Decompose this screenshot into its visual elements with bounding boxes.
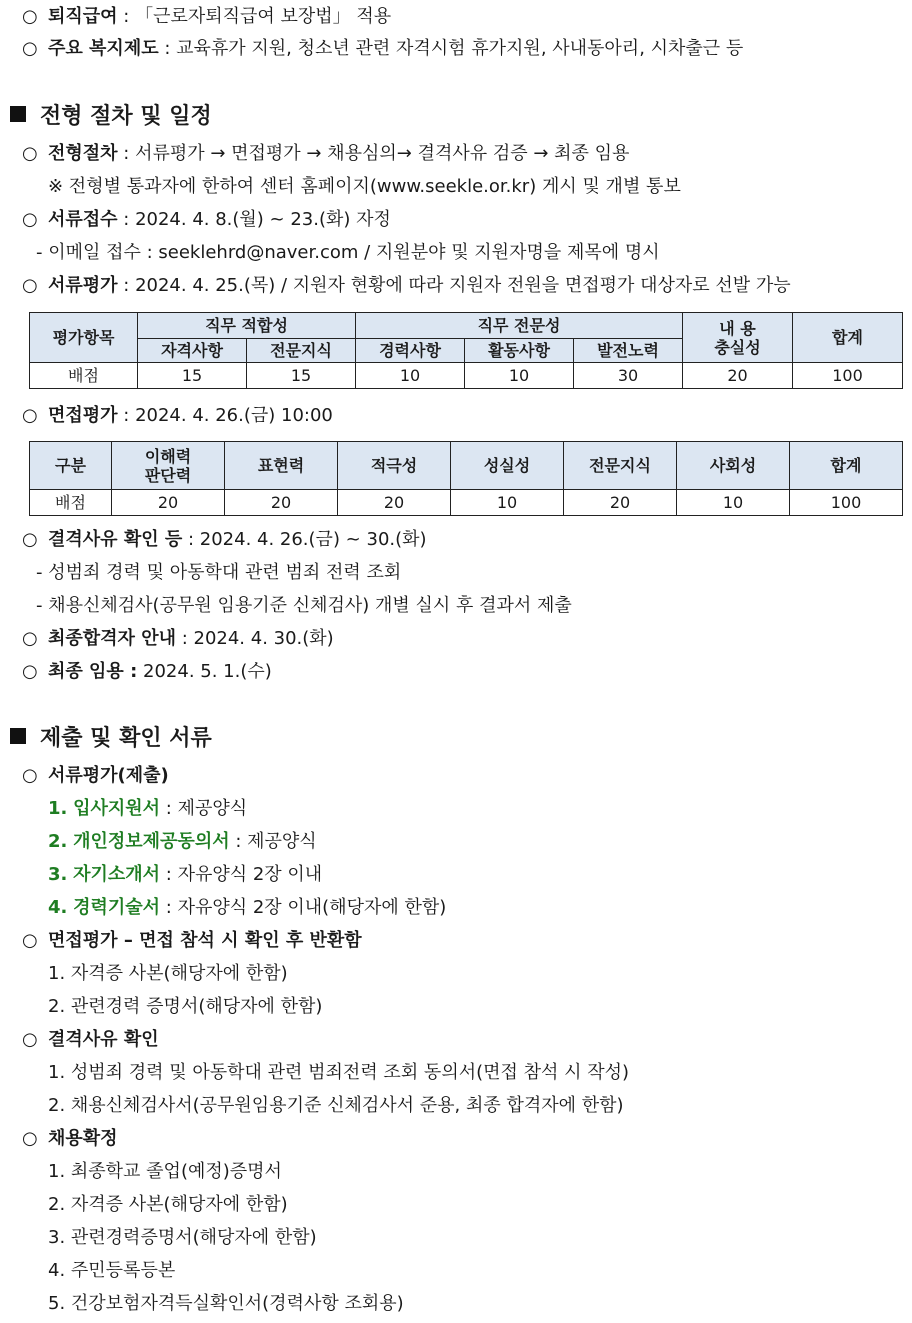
bullet-icon: ○ — [22, 661, 38, 682]
header-career: 경력사항 — [356, 339, 465, 363]
list-item: 2. 관련경력 증명서(해당자에 한함) — [48, 996, 323, 1017]
item-label: 결격사유 확인 — [48, 1029, 159, 1050]
item-label: 서류접수 — [48, 209, 118, 230]
doc-item-name: 개인정보제공동의서 — [73, 831, 230, 852]
disqualification-item — [22, 529, 427, 551]
table-cell: 20 — [683, 363, 793, 389]
bullet-icon: ○ — [22, 765, 38, 786]
item-label: 서류평가 — [48, 275, 118, 296]
bullet-icon: ○ — [22, 1029, 38, 1050]
doc-item-name: 자기소개서 — [73, 864, 161, 885]
item-text: : 2024. 4. 8.(월) ~ 23.(화) 자정 — [117, 209, 391, 230]
item-text: : 2024. 4. 26.(금) ~ 30.(화) — [182, 529, 427, 550]
list-item: 2. 채용신체검사서(공무원임용기준 신체검사서 준용, 최종 합격자에 한함) — [48, 1095, 624, 1116]
table-cell: 30 — [574, 363, 683, 389]
doc-item-text: : 자유양식 2장 이내 — [160, 864, 323, 885]
confirm-docs-heading — [22, 1128, 118, 1150]
list-item: 1. 성범죄 경력 및 아동학대 관련 범죄전력 조회 동의서(면접 참석 시 작성) — [48, 1062, 630, 1083]
section-heading-schedule — [10, 103, 212, 131]
doc-item-num: 1. — [48, 798, 68, 819]
item-label: 결격사유 확인 등 — [48, 529, 183, 550]
bullet-icon: ○ — [22, 405, 38, 426]
item-label: 퇴직급여 — [48, 6, 118, 27]
table-row — [30, 363, 903, 389]
header-job-fit: 직무 적합성 — [138, 313, 356, 339]
bullet-icon: ○ — [22, 209, 38, 230]
disqualification-sub: - 채용신체검사(공무원 임용기준 신체검사) 개별 실시 후 결과서 제출 — [36, 595, 572, 616]
list-item: 2. 자격증 사본(해당자에 한함) — [48, 1194, 288, 1215]
interview-docs-heading — [22, 930, 362, 952]
list-item: 3. 관련경력증명서(해당자에 한함) — [48, 1227, 317, 1248]
header-activity: 활동사항 — [465, 339, 574, 363]
header-eval-item: 평가항목 — [30, 313, 138, 363]
bullet-icon: ○ — [22, 930, 38, 951]
item-label: 주요 복지제도 — [48, 38, 159, 59]
doc-item-num: 3. — [48, 864, 68, 885]
item-text: : 2024. 4. 25.(목) / 지원자 현황에 따라 지원자 전원을 면접평가 대상자로 선발 가능 — [117, 275, 791, 296]
item-label: 전형절차 — [48, 143, 118, 164]
interview-item — [22, 405, 333, 427]
header-total: 합계 — [790, 442, 903, 490]
interview-score-table — [29, 441, 903, 516]
header-knowledge: 전문지식 — [247, 339, 356, 363]
item-text: : 2024. 4. 30.(화) — [175, 628, 334, 649]
doc-eval-heading — [22, 765, 169, 787]
list-item: 5. 건강보험자격득실확인서(경력사항 조회용) — [48, 1293, 404, 1314]
procedure-item — [22, 143, 629, 165]
header-effort: 발전노력 — [574, 339, 683, 363]
table-row — [30, 490, 903, 516]
item-label: 면접평가 – 면접 참석 시 확인 후 반환함 — [48, 930, 362, 951]
procedure-note: ※ 전형별 통과자에 한하여 센터 홈페이지(www.seekle.or.kr) 게시 및 개별 통보 — [48, 176, 681, 197]
doc-item-text: : 자유양식 2장 이내(해당자에 한함) — [160, 897, 447, 918]
document-eval-score-table — [29, 312, 903, 389]
item-text: 2024. 5. 1.(수) — [137, 661, 272, 682]
header-total: 합계 — [793, 313, 903, 363]
item-label: 채용확정 — [48, 1128, 118, 1149]
item-text: : 2024. 4. 26.(금) 10:00 — [117, 405, 333, 426]
table-cell: 20 — [225, 490, 338, 516]
section-title: 제출 및 확인 서류 — [40, 726, 212, 751]
bullet-icon: ○ — [22, 275, 38, 296]
item-text: : 「근로자퇴직급여 보장법」 적용 — [117, 6, 392, 27]
document-eval-item — [22, 275, 791, 297]
item-label: 서류평가(제출) — [48, 765, 169, 786]
table-cell: 20 — [564, 490, 677, 516]
bullet-icon: ○ — [22, 143, 38, 164]
doc-item — [48, 831, 317, 853]
row-label: 배점 — [30, 363, 138, 389]
doc-item-name: 입사지원서 — [73, 798, 161, 819]
list-item: 1. 자격증 사본(해당자에 한함) — [48, 963, 288, 984]
retirement-benefit-item — [22, 6, 391, 28]
header-job-expertise: 직무 전문성 — [356, 313, 683, 339]
bullet-icon: ○ — [22, 1128, 38, 1149]
table-cell: 10 — [451, 490, 564, 516]
header-diligence: 성실성 — [451, 442, 564, 490]
item-label: 면접평가 — [48, 405, 118, 426]
bullet-icon: ○ — [22, 529, 38, 550]
bullet-icon: ○ — [22, 38, 38, 59]
table-cell: 20 — [112, 490, 225, 516]
header-sociability: 사회성 — [677, 442, 790, 490]
header-content: 내 용 충실성 — [683, 313, 793, 363]
header-knowledge: 전문지식 — [564, 442, 677, 490]
table-cell: 10 — [677, 490, 790, 516]
item-text: : 교육휴가 지원, 청소년 관련 자격시험 휴가지원, 사내동아리, 시차출근 등 — [158, 38, 744, 59]
table-cell: 10 — [465, 363, 574, 389]
table-cell: 15 — [247, 363, 356, 389]
header-expression: 표현력 — [225, 442, 338, 490]
item-label: 최종 임용 : — [48, 661, 138, 682]
table-cell: 20 — [338, 490, 451, 516]
item-label: 최종합격자 안내 — [48, 628, 176, 649]
item-text: : 서류평가 → 면접평가 → 채용심의→ 결격사유 검증 → 최종 임용 — [117, 143, 630, 164]
doc-item-num: 2. — [48, 831, 68, 852]
header-certification: 자격사항 — [138, 339, 247, 363]
final-appointment-item — [22, 661, 272, 683]
doc-item-text: : 제공양식 — [229, 831, 317, 852]
list-item: 1. 최종학교 졸업(예정)증명서 — [48, 1161, 282, 1182]
bullet-icon: ○ — [22, 628, 38, 649]
table-cell: 100 — [790, 490, 903, 516]
email-note: - 이메일 접수 : seeklehrd@naver.com / 지원분야 및 지원자명을 제목에 명시 — [36, 242, 660, 263]
section-heading-documents — [10, 725, 212, 753]
welfare-item — [22, 38, 743, 60]
final-notice-item — [22, 628, 334, 650]
row-label: 배점 — [30, 490, 112, 516]
bullet-icon: ○ — [22, 6, 38, 27]
table-cell: 100 — [793, 363, 903, 389]
disq-docs-heading — [22, 1029, 159, 1051]
application-item — [22, 209, 391, 231]
square-bullet-icon — [10, 728, 26, 744]
doc-item — [48, 864, 322, 886]
square-bullet-icon — [10, 106, 26, 122]
doc-item-text: : 제공양식 — [160, 798, 248, 819]
doc-item-num: 4. — [48, 897, 68, 918]
header-category: 구분 — [30, 442, 112, 490]
doc-item — [48, 798, 247, 820]
disqualification-sub: - 성범죄 경력 및 아동학대 관련 범죄 전력 조회 — [36, 562, 402, 583]
list-item: 4. 주민등록등본 — [48, 1260, 176, 1281]
header-proactiveness: 적극성 — [338, 442, 451, 490]
doc-item — [48, 897, 446, 919]
section-title: 전형 절차 및 일정 — [40, 104, 212, 129]
header-comprehension: 이해력 판단력 — [112, 442, 225, 490]
table-cell: 10 — [356, 363, 465, 389]
doc-item-name: 경력기술서 — [73, 897, 161, 918]
table-cell: 15 — [138, 363, 247, 389]
